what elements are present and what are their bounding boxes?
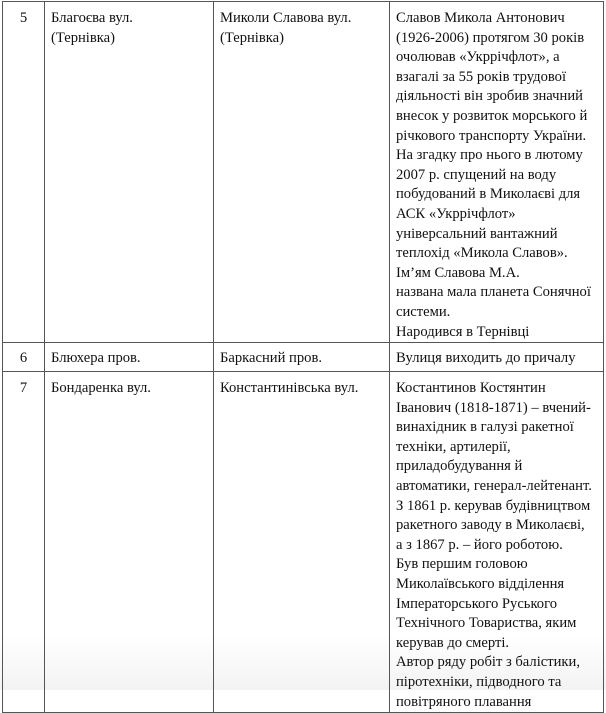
description-line: Костантинов Костянтин [396, 380, 546, 397]
description-line: На згадку про нього в лютому [396, 147, 583, 164]
description-line: названа мала планета Сонячної [396, 284, 591, 301]
description-line: техніки, артилерії, [396, 438, 511, 455]
description-line: Славов Микола Антонович [396, 10, 565, 26]
new-street-name [214, 2, 390, 343]
old-name-line: Бондаренка вул. [51, 380, 151, 397]
old-street-name [45, 2, 214, 343]
description-line: 2007 р. спущений на воду [396, 166, 557, 183]
row-number: 6 [3, 343, 45, 372]
old-name-line: Блюхера пров. [51, 350, 141, 367]
old-street-name [45, 343, 214, 372]
new-name-line: Константинівська вул. [220, 380, 359, 397]
description-line: очолював «Укррічфлот», а [396, 49, 560, 66]
description-line: а з 1867 р. – його роботою. [396, 536, 563, 553]
table-row [3, 372, 604, 713]
description-line: системи. [396, 303, 451, 320]
description-line: З 1861 р. керував будівництвом [396, 497, 591, 514]
table-row [3, 343, 604, 372]
row-number: 7 [3, 372, 45, 713]
description-line: Імператорського Руського [396, 595, 558, 612]
old-name-line: Благоєва вул. [51, 10, 133, 26]
description-line: теплохід «Микола Славов». [396, 245, 568, 262]
description-line: Ім’ям Славова М.А. [396, 264, 520, 281]
description-line: автоматики, генерал-лейтенант. [396, 478, 592, 495]
description-line: приладобудування й [396, 458, 523, 475]
description-line: внесок у розвиток морського й [396, 107, 588, 124]
description-line: Вулиця виходить до причалу [396, 350, 576, 367]
new-name-line: (Тернівка) [220, 29, 284, 46]
old-street-name [45, 372, 214, 713]
description-line: універсальний вантажний [396, 225, 558, 242]
description-line: Миколаївського відділення [396, 576, 565, 593]
description-line: піротехніки, підводного та [396, 674, 562, 690]
description [390, 2, 604, 343]
new-street-name [214, 343, 390, 372]
description-line: Був першим головою [396, 556, 528, 573]
description [390, 372, 604, 713]
description-line: взагалі за 55 років трудової [396, 68, 567, 85]
description-line: ракетного заводу в Миколаєві, [396, 517, 585, 534]
table-row [3, 2, 604, 343]
table-body [3, 2, 604, 713]
description-line: Технічного Товариства, яким [396, 615, 577, 632]
description-line: Народився в Тернівці [396, 323, 530, 340]
description-line: (1926-2006) протягом 30 років [396, 29, 585, 46]
description-line: Автор ряду робіт з балістики, [396, 654, 580, 671]
row-number: 5 [3, 2, 45, 343]
description-line: побудований в Миколаєві для [396, 186, 581, 203]
street-renaming-table [2, 1, 604, 713]
new-name-line: Миколи Славова вул. [220, 10, 352, 26]
description-line: річкового транспорту України. [396, 127, 587, 144]
description [390, 343, 604, 372]
description-line: АСК «Укррічфлот» [396, 205, 516, 222]
description-line: Іванович (1818-1871) – вчений- [396, 399, 591, 416]
description-line: діяльності він зробив значний [396, 88, 583, 105]
description-line: винахідник в галузі ракетної [396, 419, 574, 436]
description-line: керував до смерті. [396, 634, 510, 651]
new-street-name [214, 372, 390, 713]
old-name-line: (Тернівка) [51, 29, 115, 46]
description-line: повітряного плавання [396, 693, 532, 710]
new-name-line: Баркасний пров. [220, 350, 322, 367]
